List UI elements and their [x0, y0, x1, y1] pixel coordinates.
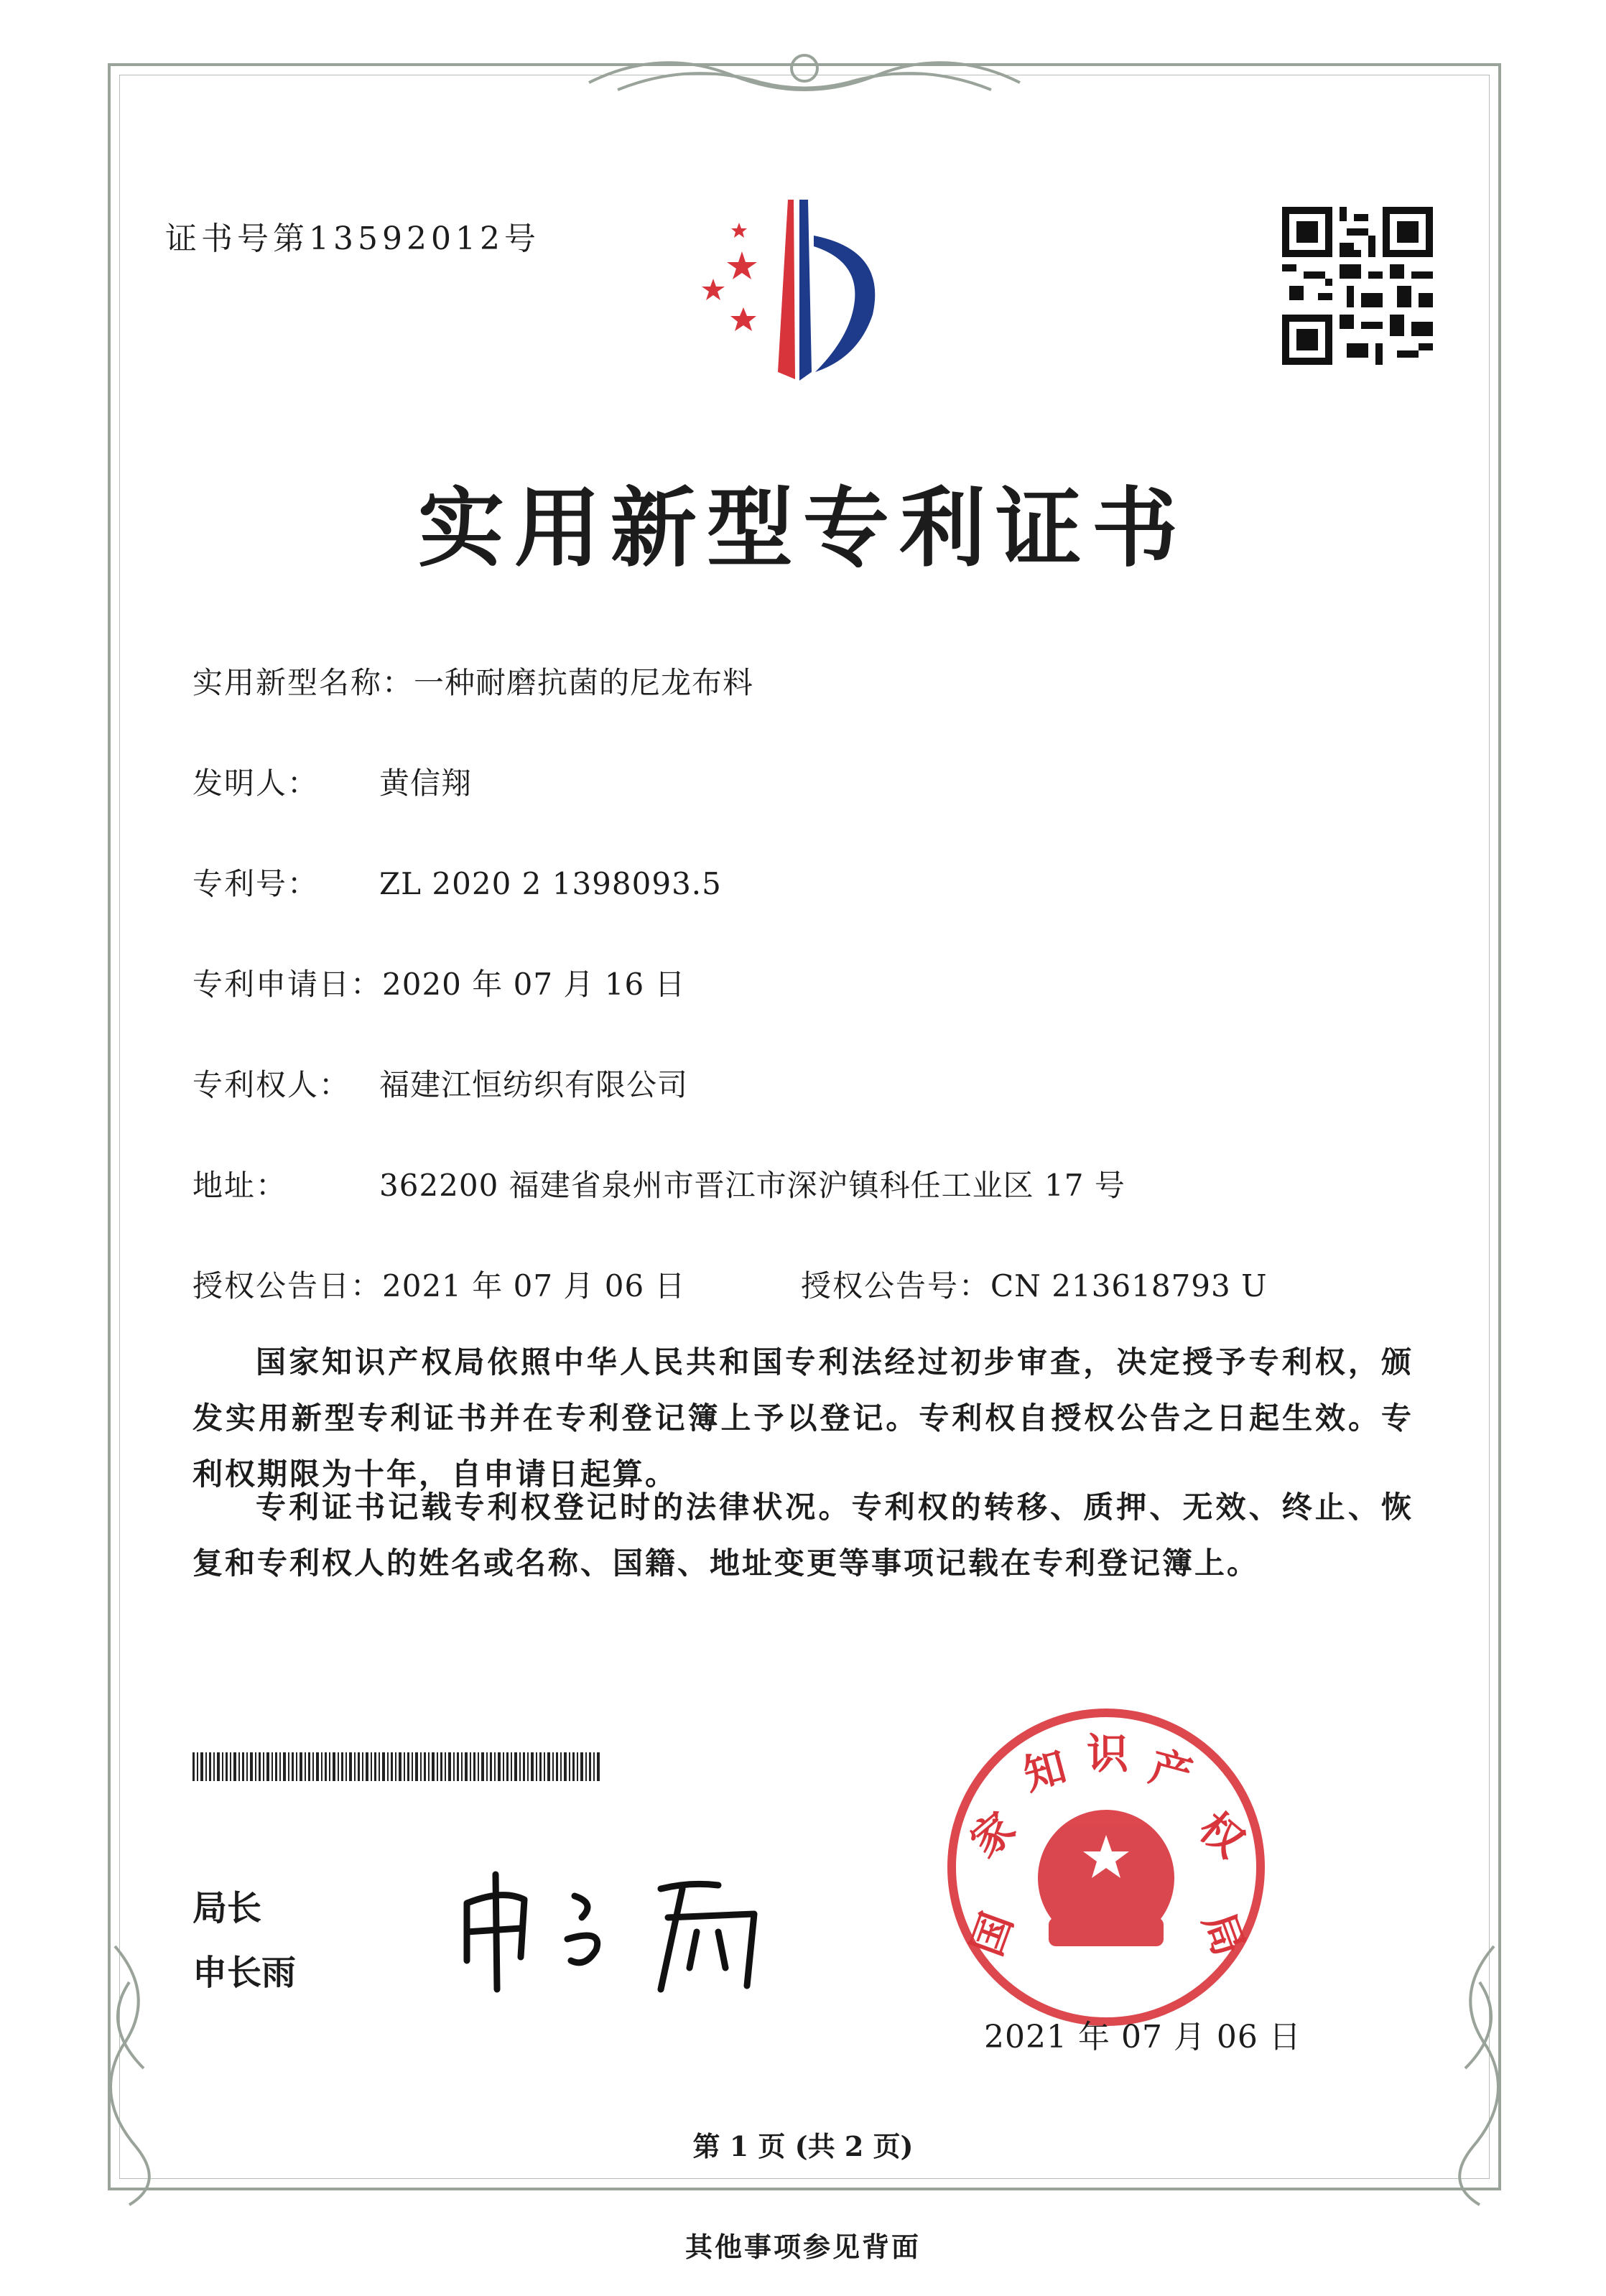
inventor-label: 发明人： — [192, 766, 320, 801]
seal-char: 知 — [1018, 1742, 1072, 1800]
page-number: 第 1 页 (共 2 页) — [692, 2130, 914, 2162]
footer-note: 其他事项参见背面 — [684, 2231, 921, 2263]
patentee-label: 专利权人： — [192, 1067, 351, 1102]
patent-number-row — [192, 860, 722, 903]
grant-number-label: 授权公告号： — [801, 1268, 991, 1303]
inventor-value: 黄信翔 — [379, 766, 473, 801]
grant-number-row — [801, 1263, 1268, 1306]
patent-number-label: 专利号： — [192, 866, 320, 901]
bottom-right-ornament — [1422, 1939, 1523, 2212]
application-date-value: 2020 年 07 月 16 日 — [382, 967, 686, 1002]
bottom-left-ornament — [86, 1939, 187, 2212]
seal-char: 产 — [1144, 1742, 1197, 1800]
director-title: 局长 — [192, 1888, 262, 1928]
utility-model-name-label: 实用新型名称： — [192, 665, 414, 700]
patentee-row — [192, 1061, 688, 1105]
utility-model-name-value: 一种耐磨抗菌的尼龙布料 — [414, 665, 754, 700]
body-paragraph-2: 专利证书记载专利权登记时的法律状况。专利权的转移、质押、无效、终止、恢复和专利权人的姓名或名称、国籍、地址变更等事项记载在专利登记簿上。 — [192, 1489, 1414, 1581]
address-label: 地址： — [192, 1168, 288, 1203]
certificate-title: 实用新型专利证书 — [418, 479, 1188, 579]
grant-number-value: CN 213618793 U — [990, 1268, 1268, 1303]
seal-char: 权 — [1189, 1802, 1253, 1867]
cnipa-emblem-icon — [679, 192, 930, 386]
top-ornament — [575, 39, 1034, 104]
address-row — [192, 1162, 1125, 1205]
utility-model-name-row — [192, 659, 753, 702]
body-paragraph-1: 国家知识产权局依照中华人民共和国专利法经过初步审查，决定授予专利权，颁发实用新型专利证书并在专利登记簿上予以登记。专利权自授权公告之日起生效。专利权期限为十年，自申请日起算。 — [192, 1344, 1414, 1492]
seal-char: 局 — [1193, 1906, 1254, 1963]
grant-date-label: 授权公告日： — [192, 1268, 383, 1303]
handwritten-signature — [452, 1860, 797, 1997]
patentee-value: 福建江恒纺织有限公司 — [379, 1067, 689, 1102]
official-seal-stamp — [941, 1702, 1271, 2032]
address-value: 362200 福建省泉州市晋江市深沪镇科任工业区 17 号 — [379, 1168, 1125, 1203]
inventor-row — [192, 760, 472, 803]
application-date-label: 专利申请日： — [192, 967, 383, 1002]
qr-code — [1282, 207, 1433, 365]
barcode — [192, 1752, 602, 1781]
patent-number-value: ZL 2020 2 1398093.5 — [379, 866, 722, 901]
grant-date-row — [192, 1263, 686, 1306]
grant-date-value: 2021 年 07 月 06 日 — [382, 1268, 686, 1303]
seal-char: 识 — [1086, 1729, 1129, 1778]
application-date-row — [192, 961, 686, 1004]
director-name: 申长雨 — [192, 1953, 297, 1993]
certificate-inner-border — [119, 75, 1490, 2179]
seal-char: 家 — [961, 1802, 1025, 1867]
certificate-number: 证书号第13592012号 — [165, 220, 540, 257]
seal-char: 国 — [962, 1906, 1023, 1963]
seal-date: 2021 年 07 月 06 日 — [984, 2019, 1301, 2055]
